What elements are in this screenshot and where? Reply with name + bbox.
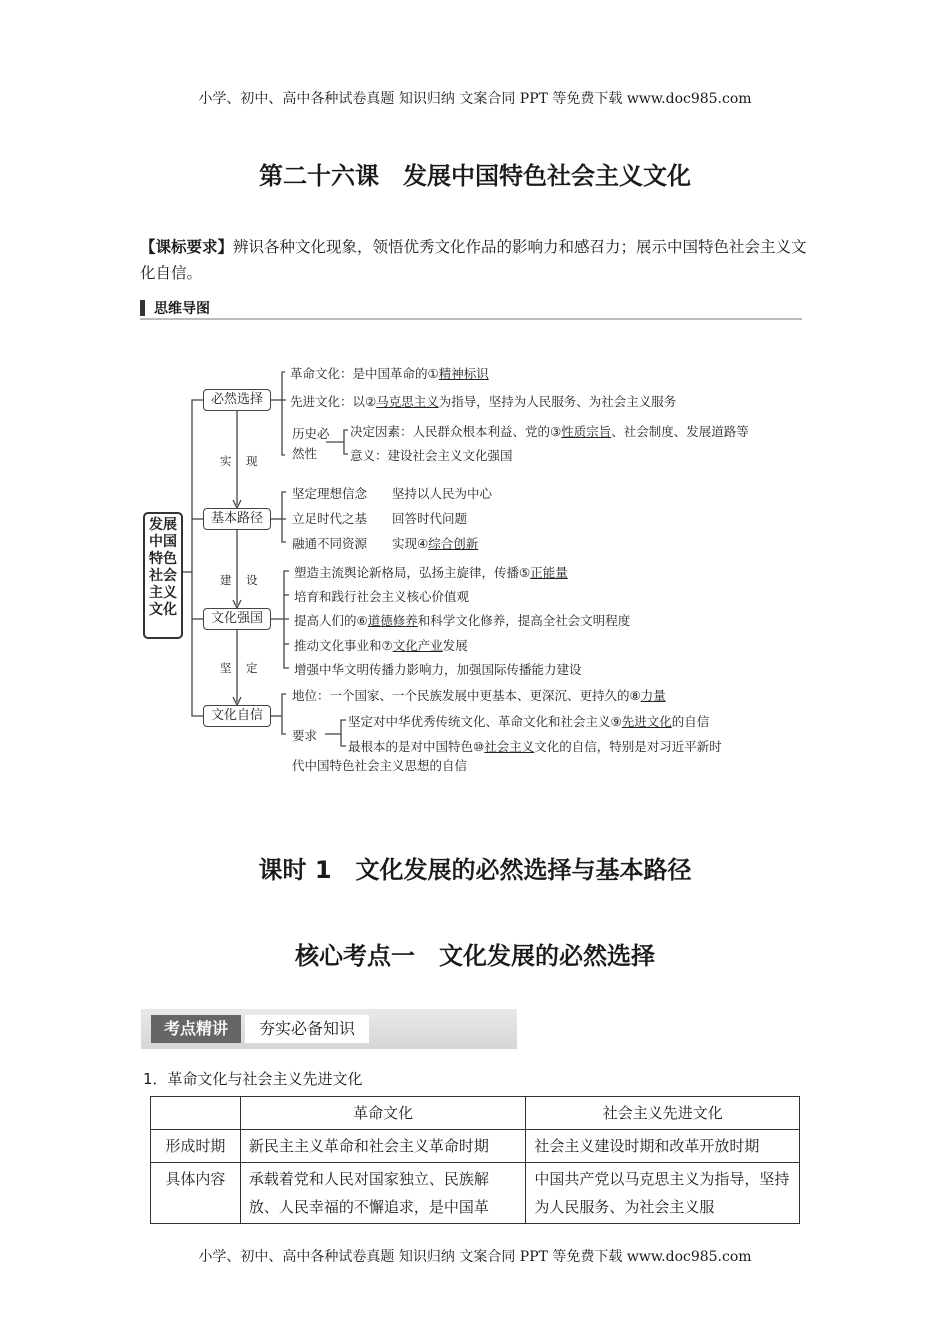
req-bracket — [341, 720, 346, 746]
branch4-bracket — [282, 694, 286, 734]
mm-line: 最根本的是对中国特色⑩社会主义文化的自信，特别是对习近平新时 — [348, 739, 722, 754]
connector-label: 现 — [246, 454, 258, 468]
mm-line: 地位：一个国家、一个民族发展中更基本、更深沉、更持久的⑧力量 — [292, 688, 666, 703]
mindmap-root: 发展中国特色社会主义文化 — [143, 512, 183, 639]
mm-line: 决定因素：人民群众根本利益、党的③性质宗旨、社会制度、发展道路等 — [350, 424, 749, 439]
branch-cultural-power: 文化强国 — [203, 608, 271, 630]
mm-line: 推动文化事业和⑦文化产业发展 — [294, 638, 468, 653]
mm-line: 意义：建设社会主义文化强国 — [350, 448, 513, 463]
table-header-cell — [151, 1097, 241, 1130]
table-cell: 中国共产党以马克思主义为指导，坚持为人民服务、为社会主义服 — [526, 1163, 800, 1224]
kaodian-label: 考点精讲 — [151, 1015, 241, 1043]
hist-bracket — [344, 430, 348, 454]
connector-label: 坚 — [220, 661, 232, 675]
table-row — [151, 1163, 800, 1224]
mm-line: 坚定理想信念 坚持以人民为中心 — [292, 486, 493, 501]
mm-line: 代中国特色社会主义思想的自信 — [292, 758, 468, 773]
page-header: 小学、初中、高中各种试卷真题 知识归纳 文案合同 PPT 等免费下载 www.doc985.com — [198, 91, 752, 107]
table-cell: 社会主义建设时期和改革开放时期 — [526, 1130, 800, 1163]
table-header-row — [151, 1097, 800, 1130]
table-header-cell: 革命文化 — [240, 1097, 526, 1130]
branch-cultural-confidence: 文化自信 — [203, 705, 271, 727]
connector-label: 实 — [220, 454, 232, 468]
table-row — [151, 1130, 800, 1163]
kaodian-sublabel: 夯实必备知识 — [245, 1015, 369, 1043]
mm-line: 坚定对中华优秀传统文化、革命文化和社会主义⑨先进文化的自信 — [348, 714, 710, 729]
requirement-label: 【课标要求】 — [140, 238, 234, 256]
core-point-title: 核心考点一 文化发展的必然选择 — [295, 942, 655, 970]
connector-label: 定 — [246, 661, 258, 675]
branch-basic-path: 基本路径 — [203, 508, 271, 530]
table-cell: 具体内容 — [151, 1163, 241, 1224]
table-header-cell: 社会主义先进文化 — [526, 1097, 800, 1130]
branch-necessary-choice: 必然选择 — [203, 389, 271, 411]
kaodian-banner — [141, 1009, 517, 1049]
connector-label: 建 — [220, 573, 232, 587]
mm-line: 培育和践行社会主义核心价值观 — [294, 589, 470, 604]
mindmap-section-title: 思维导图 — [154, 301, 210, 317]
mm-line: 增强中华文明传播力影响力，加强国际传播能力建设 — [294, 662, 582, 677]
mm-line: 然性 — [292, 446, 318, 461]
branch1-bracket — [282, 372, 285, 455]
lesson-title: 第二十六课 发展中国特色社会主义文化 — [259, 162, 691, 190]
mm-line: 历史必 — [292, 426, 330, 441]
lesson-part-title: 课时 1 文化发展的必然选择与基本路径 — [258, 856, 692, 884]
comparison-table — [150, 1096, 800, 1224]
sub-heading: 1．革命文化与社会主义先进文化 — [143, 1070, 363, 1088]
requirement-text: 辨识各种文化现象，领悟优秀文化作品的影响力和感召力；展示中国特色社会主义文化自信。 — [140, 238, 807, 282]
connector-label: 设 — [246, 573, 258, 587]
mm-line: 先进文化：以②马克思主义为指导，坚持为人民服务、为社会主义服务 — [290, 394, 677, 409]
main-bracket — [192, 400, 204, 716]
table-cell: 新民主主义革命和社会主义革命时期 — [240, 1130, 526, 1163]
mm-line: 融通不同资源 实现④综合创新 — [292, 536, 479, 551]
table-cell: 承载着党和人民对国家独立、民族解放、人民幸福的不懈追求，是中国革 — [240, 1163, 526, 1224]
page-footer: 小学、初中、高中各种试卷真题 知识归纳 文案合同 PPT 等免费下载 www.doc985.com — [198, 1249, 752, 1265]
mm-line: 提高人们的⑥道德修养和科学文化修养，提高全社会文明程度 — [294, 613, 631, 628]
mm-line: 革命文化：是中国革命的①精神标识 — [290, 366, 489, 381]
table-cell: 形成时期 — [151, 1130, 241, 1163]
mm-line: 立足时代之基 回答时代问题 — [292, 511, 468, 526]
mm-line: 塑造主流舆论新格局，弘扬主旋律，传播⑤正能量 — [294, 565, 568, 580]
branch2-bracket — [282, 492, 286, 542]
mm-line: 要求 — [292, 728, 318, 743]
